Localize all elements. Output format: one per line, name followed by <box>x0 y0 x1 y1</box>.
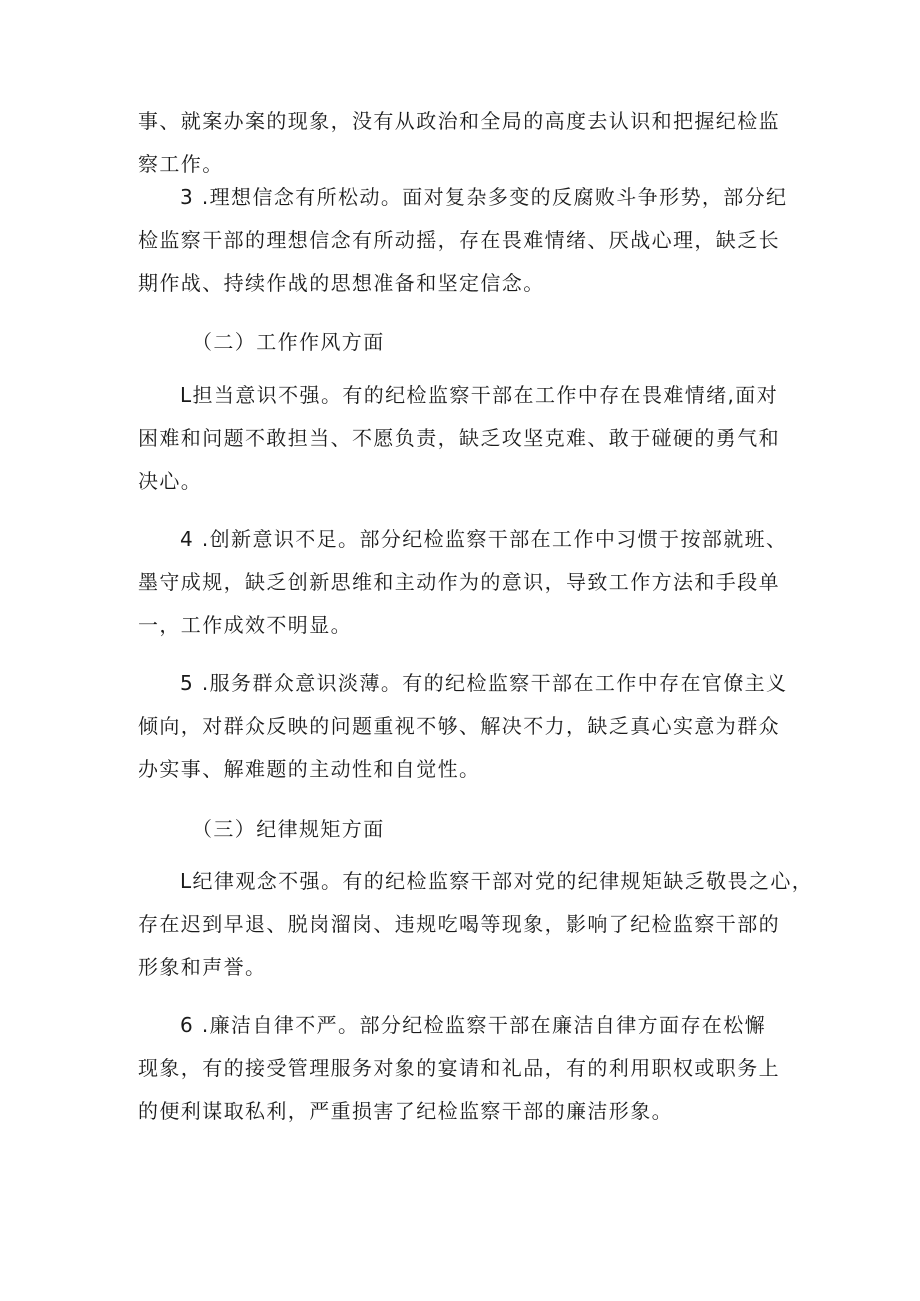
section-heading-work-style <box>138 327 798 358</box>
text-line: 6 .廉洁自律不严。部分纪检监察干部在廉洁自律方面存在松懈 <box>180 1013 767 1037</box>
paragraph-item-6-integrity <box>138 1010 798 1127</box>
text-line: 的便利谋取私利，严重损害了纪检监察干部的廉洁形象。 <box>138 1099 673 1123</box>
text-line: 存在迟到早退、脱岗溜岗、违规吃喝等现象，影响了纪检监察干部的 <box>138 912 780 936</box>
text-line: 一，工作成效不明显。 <box>138 613 352 637</box>
text-line: 决心。 <box>138 469 203 493</box>
text-line: 5 .服务群众意识淡薄。有的纪检监察干部在工作中存在官僚主义 <box>180 671 788 695</box>
text-line: 检监察干部的理想信念有所动摇，存在畏难情绪、厌战心理，缺乏长 <box>138 228 780 252</box>
text-line: 4 .创新意识不足。部分纪检监察干部在工作中习惯于按部就班、 <box>180 527 788 551</box>
text-line: 办实事、解难题的主动性和自觉性。 <box>138 757 481 781</box>
text-line: 倾向，对群众反映的问题重视不够、解决不力，缺乏真心实意为群众 <box>138 714 780 738</box>
paragraph-item-5-service <box>138 668 798 785</box>
paragraph-continuation <box>138 106 798 180</box>
text-line: 3 .理想信念有所松动。面对复杂多变的反腐败斗争形势，部分纪 <box>180 185 788 209</box>
paragraph-item-responsibility <box>138 380 798 497</box>
text-line: 期作战、持续作战的思想准备和坚定信念。 <box>138 271 545 295</box>
text-line: （二）工作作风方面 <box>192 330 385 354</box>
section-heading-discipline <box>138 814 798 845</box>
text-line: （三）纪律规矩方面 <box>192 817 385 841</box>
text-line: 察工作。 <box>138 152 224 176</box>
paragraph-item-3-faith <box>138 182 798 299</box>
text-line: 困难和问题不敢担当、不愿负责，缺乏攻坚克难、敢于碰硬的勇气和 <box>138 426 780 450</box>
text-line: 现象，有的接受管理服务对象的宴请和礼品，有的利用职权或职务上 <box>138 1056 780 1080</box>
text-line: 墨守成规，缺乏创新思维和主动作为的意识，导致工作方法和手段单 <box>138 570 780 594</box>
text-line: 形象和声誉。 <box>138 955 267 979</box>
paragraph-item-4-innovation <box>138 524 798 641</box>
paragraph-item-discipline <box>138 866 814 983</box>
text-line: 事、就案办案的现象，没有从政治和全局的高度去认识和把握纪检监 <box>138 109 780 133</box>
text-line: L担当意识不强。有的纪检监察干部在工作中存在畏难情绪,面对 <box>180 383 779 407</box>
text-line: L纪律观念不强。有的纪检监察干部对党的纪律规矩缺乏敬畏之心， <box>180 869 814 893</box>
